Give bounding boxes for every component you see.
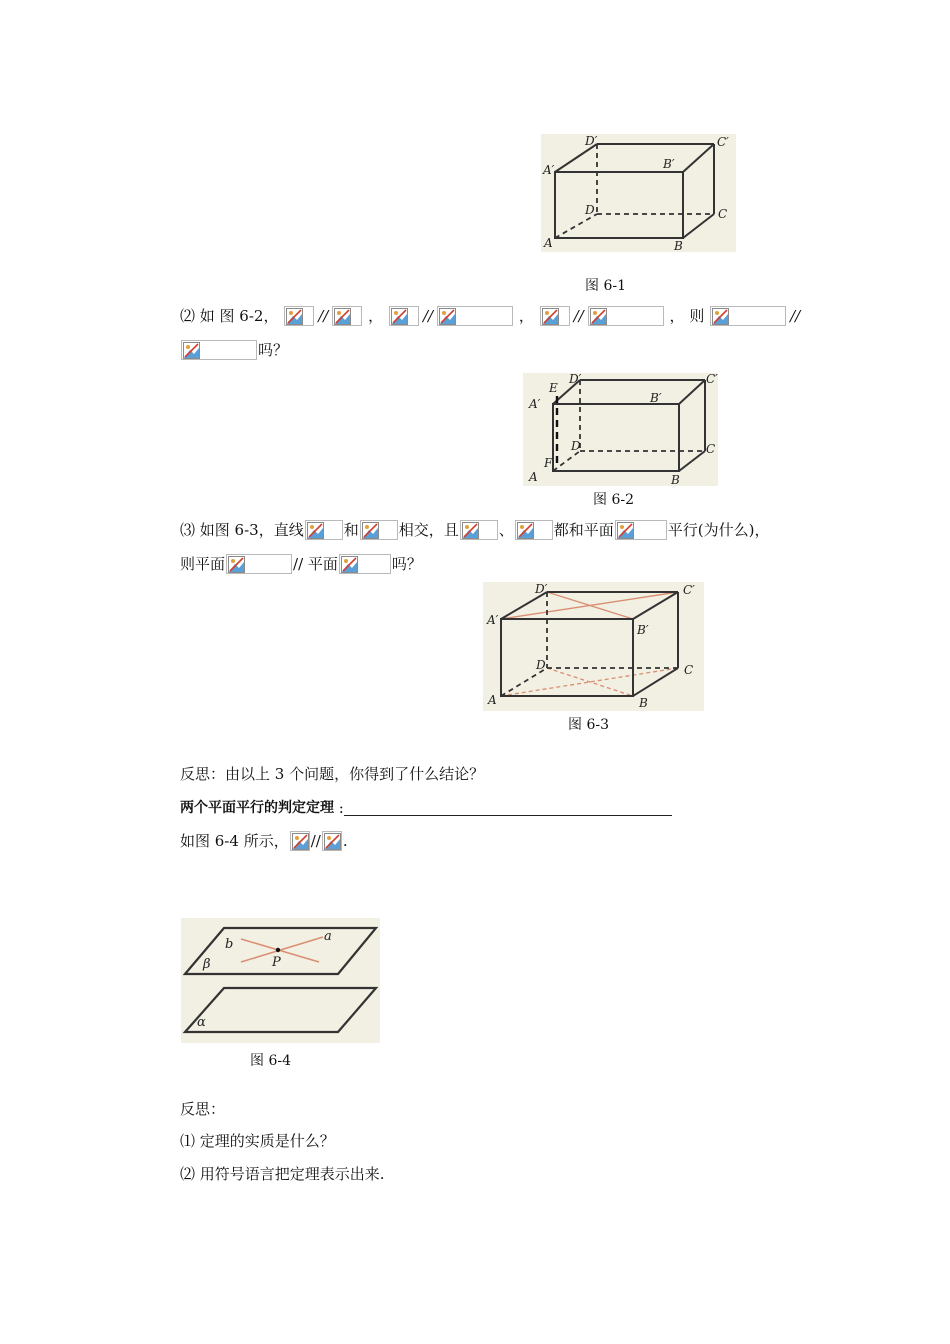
broken-image-icon	[183, 342, 200, 359]
and-word: 和	[343, 521, 359, 539]
reflection-question: 反思：由以上 3 个问题，你得到了什么结论？	[180, 765, 485, 783]
theorem-line	[180, 796, 672, 818]
image-placeholder	[332, 306, 362, 326]
image-placeholder	[437, 306, 513, 326]
broken-image-icon	[617, 522, 634, 539]
question-2-line1	[180, 304, 803, 326]
image-placeholder	[540, 306, 570, 326]
broken-image-icon	[712, 308, 729, 325]
figure-6-4-caption: 图 6-4	[250, 1053, 291, 1069]
broken-image-icon	[391, 308, 408, 325]
label-c: C	[684, 663, 694, 677]
image-placeholder	[515, 520, 553, 540]
enumeration-comma: 、	[498, 521, 514, 539]
label-c: C	[706, 442, 716, 456]
then-word: 则	[689, 307, 705, 325]
figure-6-2-caption: 图 6-2	[593, 492, 634, 508]
plane-beta-label: β	[203, 957, 211, 972]
label-d-prime: D′	[585, 134, 598, 148]
comma: ，	[368, 307, 384, 325]
broken-image-icon	[228, 556, 245, 573]
label-a-prime: A′	[543, 163, 555, 177]
label-a: A	[529, 470, 538, 484]
question-3-text: 则平面	[180, 555, 226, 573]
label-b: B	[671, 473, 680, 486]
reflection-item-1: ⑴ 定理的实质是什么？	[180, 1132, 335, 1150]
label-e: E	[549, 381, 558, 395]
reflection-title: 反思：	[180, 1100, 226, 1118]
question-3-text: 相交，且	[398, 521, 459, 539]
label-b-prime: B′	[637, 623, 649, 637]
figure-6-2	[523, 373, 718, 486]
broken-image-icon	[439, 308, 456, 325]
figure-6-1	[541, 134, 736, 252]
parallel-symbol: //	[790, 307, 801, 325]
label-d-prime: D′	[535, 582, 548, 596]
question-2-suffix: 吗？	[258, 341, 289, 359]
theorem-title: 两个平面平行的判定定理	[180, 800, 334, 816]
label-b: B	[674, 239, 683, 252]
image-placeholder	[389, 306, 419, 326]
image-placeholder	[588, 306, 664, 326]
parallel-symbol: //	[573, 307, 584, 325]
parallel-symbol: //	[422, 307, 434, 325]
broken-image-icon	[542, 308, 559, 325]
image-placeholder	[710, 306, 786, 326]
broken-image-icon	[362, 522, 379, 539]
label-c-prime: C′	[717, 135, 729, 149]
broken-image-icon	[286, 308, 303, 325]
label-c-prime: C′	[683, 583, 695, 597]
theorem-colon: :	[334, 799, 344, 817]
broken-image-icon	[324, 833, 341, 850]
label-d-prime: D′	[569, 373, 582, 386]
figure-6-4	[181, 918, 380, 1043]
image-placeholder	[305, 520, 343, 540]
label-c: C	[718, 207, 728, 221]
question-3-line2	[180, 552, 422, 574]
image-placeholder	[360, 520, 398, 540]
image-placeholder	[615, 520, 667, 540]
broken-image-icon	[334, 308, 351, 325]
parallel-symbol: //	[318, 307, 329, 325]
line-a-label: a	[324, 929, 332, 944]
figure-6-1-caption: 图 6-1	[585, 278, 626, 294]
plane-alpha-label: α	[197, 1015, 206, 1030]
question-2-prefix: ⑵ 如 图 6-2，	[180, 307, 279, 325]
theorem-answer-blank[interactable]	[344, 801, 672, 816]
image-placeholder	[339, 554, 391, 574]
image-placeholder	[290, 831, 310, 851]
label-a-prime: A′	[529, 397, 541, 411]
label-d: D	[585, 203, 595, 217]
figure-6-3	[483, 582, 704, 711]
line-b-label: b	[225, 937, 234, 952]
question-3-text: ⑶ 如图 6-3，直线	[180, 521, 304, 539]
point-p-label: P	[272, 955, 281, 970]
question-3-line1	[180, 518, 769, 540]
label-d: D	[571, 439, 581, 453]
label-b-prime: B′	[650, 391, 662, 405]
question-2-line2	[180, 338, 288, 360]
label-b: B	[639, 696, 648, 710]
broken-image-icon	[307, 522, 324, 539]
label-a-prime: A′	[487, 613, 499, 627]
figure-6-3-caption: 图 6-3	[568, 717, 609, 733]
question-3-text: 都和平面	[553, 521, 614, 539]
image-placeholder	[322, 831, 342, 851]
broken-image-icon	[341, 556, 358, 573]
label-a: A	[544, 236, 553, 250]
image-placeholder	[181, 340, 257, 360]
image-placeholder	[284, 306, 314, 326]
label-c-prime: C′	[706, 373, 718, 386]
label-f: F	[544, 456, 553, 470]
broken-image-icon	[590, 308, 607, 325]
label-d: D	[536, 658, 546, 672]
broken-image-icon	[462, 522, 479, 539]
comma: ，	[518, 307, 534, 325]
parallel-symbol: //	[310, 832, 321, 850]
broken-image-icon	[517, 522, 534, 539]
image-placeholder	[460, 520, 498, 540]
comma: ，	[669, 307, 685, 325]
question-3-suffix: 吗？	[391, 555, 422, 573]
figure-6-4-intro	[180, 829, 348, 851]
period: .	[342, 832, 348, 850]
broken-image-icon	[292, 833, 309, 850]
question-3-text: 平行(为什么)，	[667, 521, 770, 539]
label-a: A	[488, 693, 497, 707]
reflection-item-2: ⑵ 用符号语言把定理表示出来.	[180, 1165, 385, 1183]
question-3-text: // 平面	[293, 555, 338, 573]
label-b-prime: B′	[663, 157, 675, 171]
intro-text: 如图 6-4 所示，	[180, 832, 289, 850]
image-placeholder	[226, 554, 292, 574]
